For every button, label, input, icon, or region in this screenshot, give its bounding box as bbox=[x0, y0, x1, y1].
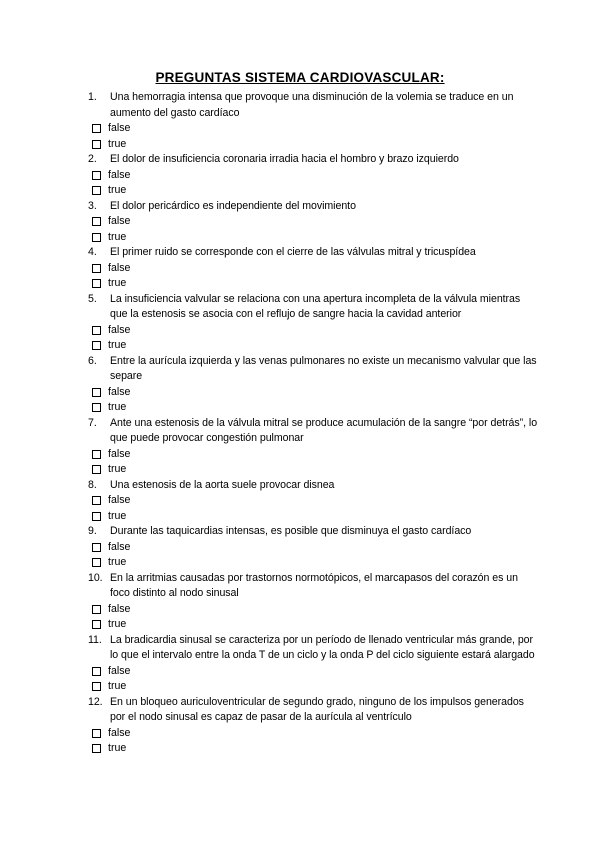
question-statement: En un bloqueo auriculoventricular de segundo grado, ninguno de los impulsos generados por el nodo sinusal es capaz de pasar de la aurícula al ventrículo bbox=[110, 695, 524, 723]
option-false[interactable] bbox=[88, 261, 538, 277]
question-number: 4. bbox=[88, 246, 97, 258]
checkbox-icon[interactable] bbox=[92, 512, 101, 521]
question-statement: La insuficiencia valvular se relaciona con una apertura incompleta de la válvula mientras que la estenosis se asocia con el reflujo de sangre hacia la cavidad anterior bbox=[110, 292, 521, 320]
option-label: true bbox=[108, 137, 127, 150]
question-7 bbox=[88, 416, 538, 478]
question-statement: Entre la aurícula izquierda y las venas pulmonares no existe un mecanismo valvular que las separe bbox=[110, 354, 537, 382]
question-list bbox=[88, 90, 538, 757]
option-label: false bbox=[108, 726, 131, 739]
option-false[interactable] bbox=[88, 323, 538, 339]
option-label: true bbox=[108, 509, 127, 522]
checkbox-icon[interactable] bbox=[92, 605, 101, 614]
option-label: false bbox=[108, 447, 131, 460]
option-false[interactable] bbox=[88, 214, 538, 230]
checkbox-icon[interactable] bbox=[92, 729, 101, 738]
option-false[interactable] bbox=[88, 121, 538, 137]
option-label: true bbox=[108, 277, 127, 289]
option-label: false bbox=[108, 168, 131, 181]
option-false[interactable] bbox=[88, 493, 538, 509]
question-number: 1. bbox=[88, 91, 97, 103]
checkbox-icon[interactable] bbox=[92, 620, 101, 629]
question-number: 3. bbox=[88, 199, 97, 212]
question-number: 7. bbox=[88, 416, 97, 429]
checkbox-icon[interactable] bbox=[92, 403, 101, 412]
option-label: true bbox=[108, 618, 127, 630]
option-label: false bbox=[108, 323, 131, 336]
checkbox-icon[interactable] bbox=[92, 171, 101, 180]
option-label: false bbox=[108, 494, 131, 506]
option-true[interactable] bbox=[88, 462, 538, 478]
option-true[interactable] bbox=[88, 617, 538, 633]
question-number: 2. bbox=[88, 153, 97, 165]
question-12 bbox=[88, 695, 538, 757]
option-false[interactable] bbox=[88, 664, 538, 680]
option-label: true bbox=[108, 463, 127, 475]
checkbox-icon[interactable] bbox=[92, 450, 101, 459]
checkbox-icon[interactable] bbox=[92, 140, 101, 149]
option-false[interactable] bbox=[88, 540, 538, 556]
question-statement: Una estenosis de la aorta suele provocar disnea bbox=[110, 478, 335, 491]
option-true[interactable] bbox=[88, 137, 538, 153]
question-text bbox=[88, 90, 538, 121]
question-11 bbox=[88, 633, 538, 695]
option-label: true bbox=[108, 230, 127, 243]
question-4 bbox=[88, 245, 538, 292]
option-true[interactable] bbox=[88, 230, 538, 246]
question-text bbox=[88, 245, 538, 261]
option-true[interactable] bbox=[88, 183, 538, 199]
option-label: false bbox=[108, 261, 131, 274]
checkbox-icon[interactable] bbox=[92, 388, 101, 397]
question-text bbox=[88, 416, 538, 447]
option-label: true bbox=[108, 184, 127, 196]
checkbox-icon[interactable] bbox=[92, 233, 101, 242]
option-true[interactable] bbox=[88, 555, 538, 571]
question-text bbox=[88, 152, 538, 168]
question-statement: El dolor pericárdico es independiente del movimiento bbox=[110, 199, 356, 212]
checkbox-icon[interactable] bbox=[92, 217, 101, 226]
option-true[interactable] bbox=[88, 509, 538, 525]
checkbox-icon[interactable] bbox=[92, 124, 101, 133]
option-false[interactable] bbox=[88, 447, 538, 463]
question-statement: Durante las taquicardias intensas, es posible que disminuya el gasto cardíaco bbox=[110, 525, 472, 537]
question-statement: La bradicardia sinusal se caracteriza por un período de llenado ventricular más grande, por lo que el intervalo entre la onda T de un ciclo y la onda P del ciclo siguiente estará alargado bbox=[110, 633, 535, 661]
question-statement: Una hemorragia intensa que provoque una disminución de la volemia se traduce en un aumento del gasto cardíaco bbox=[110, 91, 514, 119]
question-number: 9. bbox=[88, 525, 97, 537]
page-title: PREGUNTAS SISTEMA CARDIOVASCULAR: bbox=[155, 70, 445, 85]
option-true[interactable] bbox=[88, 276, 538, 292]
question-8 bbox=[88, 478, 538, 525]
question-6 bbox=[88, 354, 538, 416]
question-number: 6. bbox=[88, 354, 97, 367]
checkbox-icon[interactable] bbox=[92, 465, 101, 474]
question-text bbox=[88, 571, 538, 602]
question-text bbox=[88, 199, 538, 215]
question-statement: El dolor de insuficiencia coronaria irradia hacia el hombro y brazo izquierdo bbox=[110, 153, 459, 165]
option-false[interactable] bbox=[88, 602, 538, 618]
question-text bbox=[88, 292, 538, 323]
checkbox-icon[interactable] bbox=[92, 667, 101, 676]
question-statement: En la arritmias causadas por trastornos normotópicos, el marcapasos del corazón es un foco distinto al nodo sinusal bbox=[110, 571, 518, 599]
option-false[interactable] bbox=[88, 385, 538, 401]
option-true[interactable] bbox=[88, 741, 538, 757]
checkbox-icon[interactable] bbox=[92, 279, 101, 288]
option-label: true bbox=[108, 680, 127, 692]
option-label: true bbox=[108, 742, 127, 754]
question-text bbox=[88, 695, 538, 726]
checkbox-icon[interactable] bbox=[92, 496, 101, 505]
option-label: false bbox=[108, 215, 131, 227]
checkbox-icon[interactable] bbox=[92, 264, 101, 273]
option-label: false bbox=[108, 540, 131, 553]
checkbox-icon[interactable] bbox=[92, 744, 101, 753]
option-false[interactable] bbox=[88, 726, 538, 742]
option-label: true bbox=[108, 401, 127, 413]
question-9 bbox=[88, 524, 538, 571]
question-1 bbox=[88, 90, 538, 152]
question-2 bbox=[88, 152, 538, 199]
question-text bbox=[88, 354, 538, 385]
checkbox-icon[interactable] bbox=[92, 326, 101, 335]
checkbox-icon[interactable] bbox=[92, 558, 101, 567]
question-statement: Ante una estenosis de la válvula mitral se produce acumulación de la sangre “por detrás”, lo que puede provocar congestión pulmonar bbox=[110, 416, 538, 444]
question-number: 5. bbox=[88, 292, 97, 305]
question-text bbox=[88, 633, 538, 664]
question-text bbox=[88, 478, 538, 494]
question-number: 8. bbox=[88, 478, 97, 491]
question-10 bbox=[88, 571, 538, 633]
option-label: false bbox=[108, 385, 131, 398]
option-label: false bbox=[108, 602, 131, 615]
option-true[interactable] bbox=[88, 400, 538, 416]
question-text bbox=[88, 524, 538, 540]
option-label: true bbox=[108, 556, 127, 568]
option-true[interactable] bbox=[88, 338, 538, 354]
option-false[interactable] bbox=[88, 168, 538, 184]
question-statement: El primer ruido se corresponde con el cierre de las válvulas mitral y tricuspídea bbox=[110, 246, 476, 258]
question-number: 12. bbox=[88, 695, 103, 708]
option-label: true bbox=[108, 339, 127, 351]
option-label: false bbox=[108, 122, 131, 134]
question-5 bbox=[88, 292, 538, 354]
option-label: false bbox=[108, 664, 131, 677]
question-3 bbox=[88, 199, 538, 246]
question-number: 11. bbox=[88, 633, 102, 646]
checkbox-icon[interactable] bbox=[92, 682, 101, 691]
checkbox-icon[interactable] bbox=[92, 186, 101, 195]
checkbox-icon[interactable] bbox=[92, 543, 101, 552]
question-number: 10. bbox=[88, 571, 103, 584]
option-true[interactable] bbox=[88, 679, 538, 695]
checkbox-icon[interactable] bbox=[92, 341, 101, 350]
